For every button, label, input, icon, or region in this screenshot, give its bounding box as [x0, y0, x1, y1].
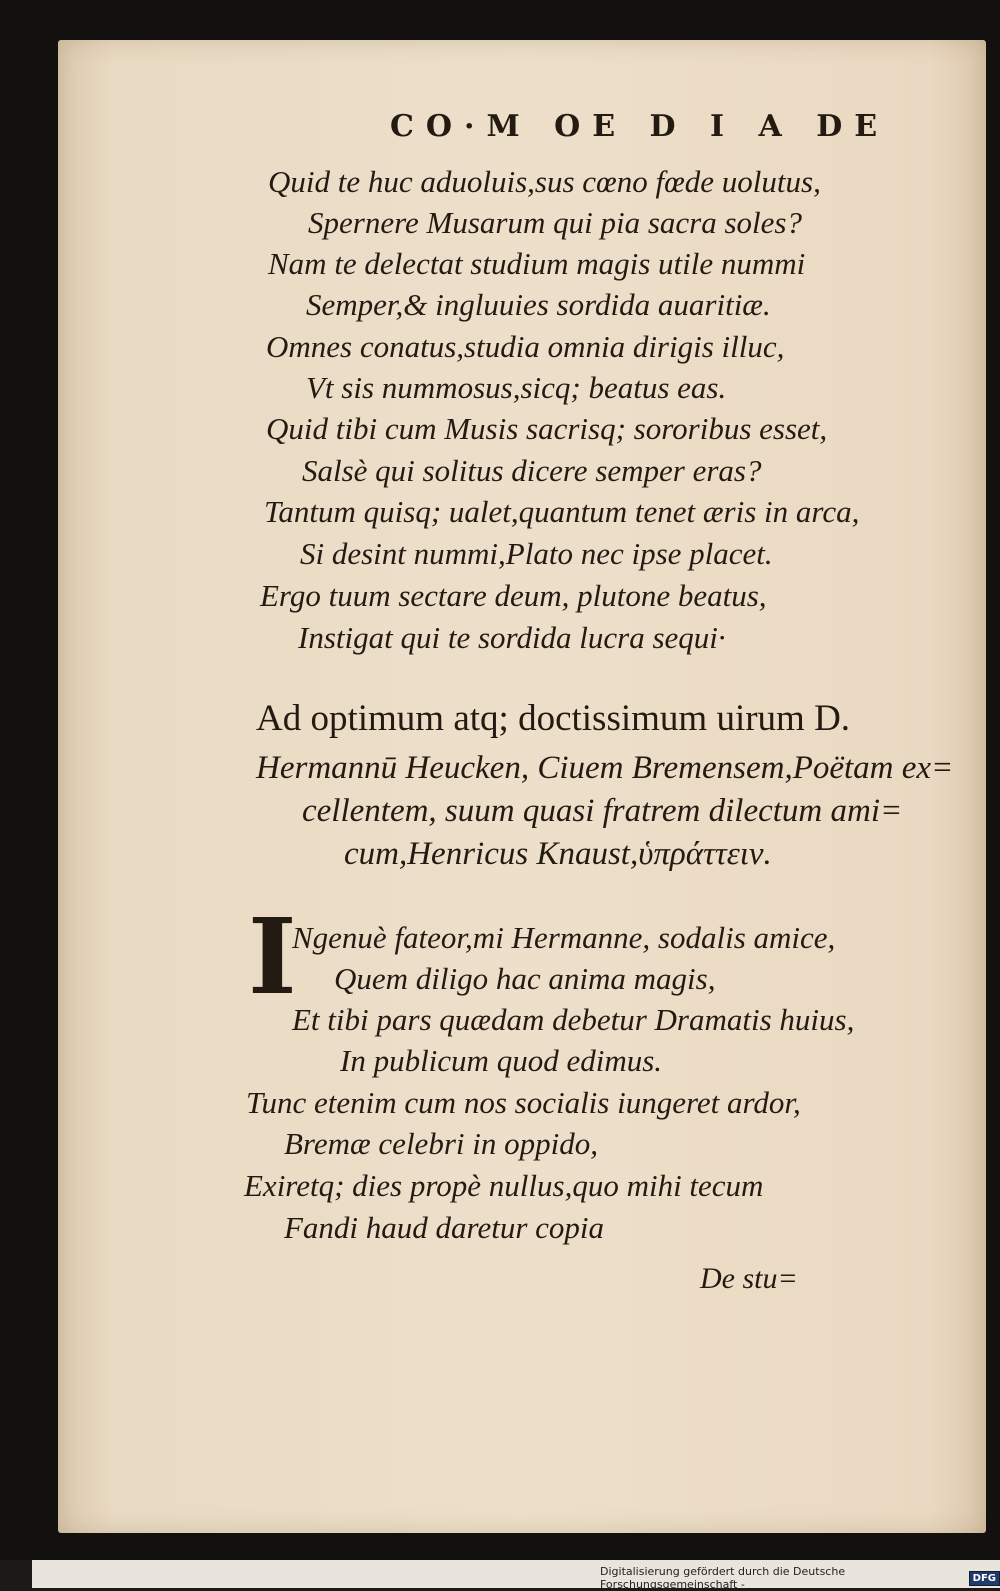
verse-line: Si desint nummi,Plato nec ipse placet.: [300, 536, 773, 571]
credit-text: Digitalisierung gefördert durch die Deutsche Forschungsgemeinschaft -: [600, 1565, 846, 1591]
verse-line: Bremæ celebri in oppido,: [284, 1126, 598, 1161]
dedication-title-line: cum,Henricus Knaust,ὑπράττειν.: [344, 836, 772, 872]
dedication-title-line: cellentem, suum quasi fratrem dilectum ami=: [302, 793, 903, 829]
verse-line: Vt sis nummosus,sicq; beatus eas.: [306, 370, 727, 405]
verse-line: Quid te huc aduoluis,sus cœno fœde uolutus,: [268, 164, 821, 199]
verse-line: Ngenuè fateor,mi Hermanne, sodalis amice,: [292, 920, 836, 955]
verse-line: Ergo tuum sectare deum, plutone beatus,: [260, 578, 767, 613]
verse-line: Semper,& ingluuies sordida auaritiæ.: [306, 287, 771, 322]
verse-line: In publicum quod edimus.: [340, 1043, 663, 1078]
verse-line: Fandi haud daretur copia: [284, 1210, 605, 1245]
verse-line: Tantum quisq; ualet,quantum tenet æris in arca,: [264, 494, 860, 529]
dedication-title-line: Hermannū Heucken, Ciuem Bremensem,Poëtam ex=: [256, 750, 954, 786]
catchword: De stu=: [700, 1262, 798, 1295]
drop-cap: I: [248, 895, 297, 1018]
verse-line: Spernere Musarum qui pia sacra soles?: [308, 205, 802, 240]
verse-line: Nam te delectat studium magis utile nummi: [268, 246, 806, 281]
verse-line: Exiretq; dies propè nullus,quo mihi tecum: [244, 1168, 764, 1203]
verse-line: Salsè qui solitus dicere semper eras?: [302, 453, 762, 488]
verse-line: Et tibi pars quædam debetur Dramatis huius,: [292, 1002, 855, 1037]
verse-line: Tunc etenim cum nos socialis iungeret ardor,: [246, 1085, 801, 1120]
running-header: CO·M OE D I A DE: [390, 109, 890, 144]
verse-line: Quem diligo hac anima magis,: [334, 961, 716, 996]
verse-line: Instigat qui te sordida lucra sequi·: [298, 620, 726, 655]
dedication-title-line: Ad optimum atq; doctissimum uirum D.: [256, 698, 851, 739]
digitization-credit: [600, 1565, 1000, 1591]
verse-line: Omnes conatus,studia omnia dirigis illuc,: [266, 329, 785, 364]
verse-line: Quid tibi cum Musis sacrisq; sororibus esset,: [266, 411, 828, 446]
dfg-logo: DFG: [969, 1571, 1000, 1586]
